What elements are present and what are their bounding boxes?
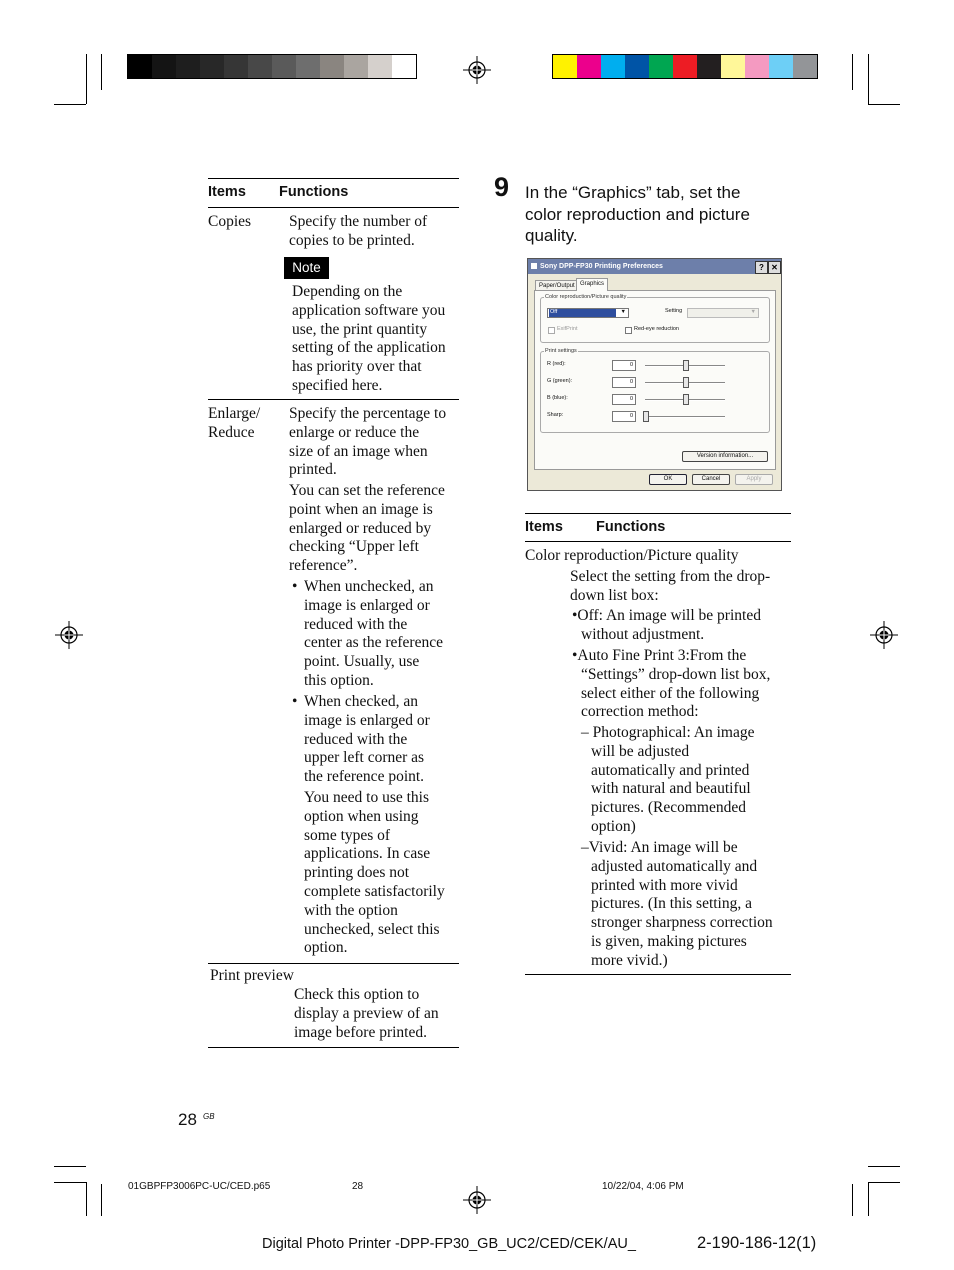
bullet-dot-2: • (292, 693, 298, 710)
bullet-dot-1: • (292, 578, 298, 595)
footer-file: 01GBPFP3006PC-UC/CED.p65 (128, 1181, 271, 1192)
color-item: Color reproduction/Picture quality (525, 547, 739, 564)
slider-label: B (blue): (547, 395, 568, 401)
gray-swatch (224, 55, 248, 78)
gray-swatch (200, 55, 224, 78)
gray-swatch (152, 55, 176, 78)
color-swatch (601, 55, 625, 78)
enlarge-desc-2: You can set the reference point when an image is enlarged or reduced by checking “Upper left reference”. (289, 482, 445, 575)
chevron-down-icon: ▼ (620, 309, 626, 315)
slider-value-input[interactable] (612, 411, 636, 422)
setting-label: Setting (665, 308, 683, 314)
registration-mark-bottom (463, 1186, 491, 1214)
right-header-functions: Functions (596, 519, 666, 535)
gray-swatch (272, 55, 296, 78)
slider-label: R (red): (547, 361, 566, 367)
preview-item: Print preview (210, 967, 294, 984)
footer-code: 2-190-186-12(1) (697, 1234, 817, 1252)
printer-icon (531, 263, 537, 269)
color-group (540, 297, 770, 343)
printing-preferences-dialog (527, 258, 782, 491)
footer-date: 10/22/04, 4:06 PM (602, 1181, 684, 1192)
slider-thumb[interactable] (683, 377, 689, 388)
preview-desc: Check this option to display a preview of an image before printed. (294, 986, 439, 1041)
close-button[interactable]: ✕ (768, 261, 781, 274)
registration-mark-left (55, 621, 83, 649)
gray-swatch (320, 55, 344, 78)
apply-button[interactable]: Apply (735, 474, 773, 485)
print-settings-group (540, 351, 770, 433)
gray-swatch (344, 55, 368, 78)
gray-swatch (392, 55, 416, 78)
footer-product: Digital Photo Printer -DPP-FP30_GB_UC2/CED/CEK/AU_ (262, 1236, 636, 1252)
slider-label: G (green): (547, 378, 573, 384)
slider-value-input[interactable] (612, 360, 636, 371)
slider-value-input[interactable] (612, 394, 636, 405)
color-swatch (769, 55, 793, 78)
tab-paper-output[interactable]: Paper/Output (535, 280, 579, 291)
print-settings-label: Print settings (545, 348, 577, 354)
exif-checkbox[interactable] (548, 327, 555, 334)
step-text: In the “Graphics” tab, set the color reproduction and picture quality. (525, 183, 750, 246)
color-swatch (697, 55, 721, 78)
color-swatch (649, 55, 673, 78)
gray-swatch (128, 55, 152, 78)
exif-label: ExifPrint (557, 326, 578, 332)
gray-swatch (368, 55, 392, 78)
color-swatch (577, 55, 601, 78)
registration-mark-right (870, 621, 898, 649)
color-swatch (673, 55, 697, 78)
setting-dropdown[interactable] (687, 308, 759, 318)
right-header-items: Items (525, 519, 563, 535)
page-suffix: GB (203, 1112, 215, 1121)
gray-swatch (296, 55, 320, 78)
ok-button[interactable]: OK (649, 474, 687, 485)
color-swatch (793, 55, 817, 78)
slider-track[interactable] (645, 416, 725, 418)
cancel-button[interactable]: Cancel (692, 474, 730, 485)
chevron-down-icon: ▼ (750, 309, 756, 315)
color-dropdown-value: Off (550, 309, 558, 315)
tab-graphics[interactable]: Graphics (576, 278, 608, 291)
enlarge-bullet-2: When checked, an image is enlarged or reduced with the upper left corner as the reference point. (304, 693, 430, 786)
step-number: 9 (494, 172, 510, 202)
color-swatch (625, 55, 649, 78)
graphics-panel (534, 290, 776, 470)
slider-value: 0 (629, 396, 633, 402)
color-swatch (745, 55, 769, 78)
copies-note: Depending on the application software you use, the print quantity setting of the application has priority over that specified here. (292, 283, 446, 394)
enlarge-item: Enlarge/ Reduce (208, 405, 261, 441)
grayscale-bar (127, 54, 417, 79)
note-label: Note (284, 257, 329, 279)
copies-item: Copies (208, 213, 252, 230)
enlarge-bullet-2-more: You need to use this option when using some types of applications. In case printing does not complete satisfactorily with the option unchecked, select this option. (304, 789, 445, 957)
footer-page: 28 (352, 1181, 364, 1192)
color-dropdown[interactable] (547, 308, 629, 318)
slider-thumb[interactable] (683, 394, 689, 405)
gray-swatch (176, 55, 200, 78)
color-bar (552, 54, 818, 79)
slider-thumb[interactable] (643, 411, 649, 422)
color-vivid: –Vivid: An image will be adjusted automatically and printed with more vivid pictures. (In this setting, a stronger sharpness correction is given, making pictures more vivid.) (581, 839, 773, 969)
color-swatch (721, 55, 745, 78)
copies-desc: Specify the number of copies to be printed. (289, 213, 428, 249)
color-intro: Select the setting from the drop- down list box: (570, 568, 771, 604)
slider-value-input[interactable] (612, 377, 636, 388)
slider-value: 0 (629, 362, 633, 368)
left-header-functions: Functions (279, 184, 349, 200)
redeye-label: Red-eye reduction (634, 326, 679, 332)
redeye-checkbox[interactable] (625, 327, 632, 334)
slider-label: Sharp: (547, 412, 564, 418)
gray-swatch (248, 55, 272, 78)
dialog-title-bar (528, 259, 781, 274)
version-information-button[interactable]: Version information... (682, 451, 768, 462)
slider-value: 0 (629, 379, 633, 385)
dialog-title: Sony DPP-FP30 Printing Preferences (540, 263, 663, 270)
left-header-items: Items (208, 184, 246, 200)
page-number: 28 (178, 1110, 197, 1129)
enlarge-desc-1: Specify the percentage to enlarge or reduce the size of an image when printed. (289, 405, 447, 479)
color-photographical: – Photographical: An image will be adjusted automatically and printed with natural and beautiful pictures. (Recommended option) (581, 724, 755, 835)
slider-value: 0 (629, 413, 633, 419)
color-auto: •Auto Fine Print 3:From the “Settings” drop-down list box, select either of the following correction method: (572, 647, 771, 721)
color-off: •Off: An image will be printed without adjustment. (572, 607, 761, 643)
color-group-label: Color reproduction/Picture quality (545, 294, 627, 300)
registration-mark-top (463, 56, 491, 84)
color-swatch (553, 55, 577, 78)
enlarge-bullet-1: When unchecked, an image is enlarged or reduced with the center as the reference point. Usually, use this option. (304, 578, 443, 689)
help-button[interactable]: ? (755, 261, 768, 274)
slider-thumb[interactable] (683, 360, 689, 371)
